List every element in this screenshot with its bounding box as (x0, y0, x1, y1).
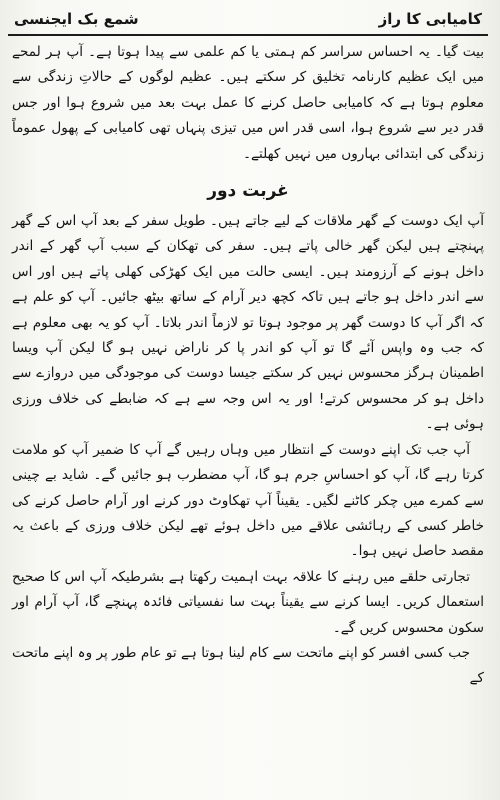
intro-paragraph: بیت گیا۔ یہ احساس سراسر کم ہمتی یا کم علمی سے پیدا ہوتا ہے۔ آپ ہر لمحے میں ایک عظیم کارنامہ تخلیق کر سکتے ہیں۔ عظیم لوگوں کے حالاتِ زندگی سے معلوم ہوتا ہے کہ کامیابی حاصل کرنے کا عمل بہت بعد میں شروع ہوا اور جس قدر دیر سے شروع ہوا، اسی قدر اس میں تیزی پنہاں تھی کامیابی کے پھول عموماً زندگی کی ابتدائی بہاروں میں نہیں کھلتے۔ (12, 44, 484, 162)
header-rule (8, 34, 488, 36)
body-paragraph-3: تجارتی حلقے میں رہنے کا علاقہ بہت اہمیت رکھتا ہے بشرطیکہ آپ اس کا صحیح استعمال کریں۔ ایسا کرنے سے یقیناً بہت سا نفسیاتی فائدہ پہنچے گا، آپ آرام اور سکون محسوس کریں گے۔ (12, 568, 484, 636)
body-paragraph-1: آپ ایک دوست کے گھر ملاقات کے لیے جاتے ہیں۔ طویل سفر کے بعد آپ اس کے گھر پہنچتے ہیں لیکن گھر خالی پاتے ہیں۔ سفر کی تھکان کے سبب آپ گھر کے اندر داخل ہونے کے آرزومند ہیں۔ ایسی حالت میں ایک کھڑکی کھلی پاتے ہیں اور اس سے اندر داخل ہو جاتے ہیں تاکہ کچھ دیر آرام کے ساتھ بیٹھ جائیں۔ آپ کو علم ہے کہ اگر آپ کا دوست گھر پر موجود ہوتا تو لازماً اندر بلاتا۔ آپ کو یہ بھی معلوم ہے کہ جب وہ واپس آئے گا تو آپ کو اندر پا کر ناراض نہیں ہو گا لیکن آپ ویسا اطمینان ہرگز محسوس نہیں کر سکتے جیسا دوست کی موجودگی میں دروازے سے داخل ہو کر محسوس کرتے! اور یہ اس وجہ سے ہے کہ ضابطے کی خلاف ورزی ہوئی ہے۔ (12, 213, 484, 433)
section-heading: غربت دور (207, 181, 289, 202)
page-header (10, 8, 482, 34)
publisher-name: شمع بک ایجنسی (14, 10, 139, 28)
page-body (12, 40, 484, 692)
body-paragraph-4: جب کسی افسر کو اپنے ماتحت سے کام لینا ہوتا ہے تو عام طور پر وہ اپنے ماتحت کے (12, 644, 484, 687)
running-title: کامیابی کا راز (378, 10, 482, 28)
body-paragraph-2: آپ جب تک اپنے دوست کے انتظار میں وہاں رہیں گے آپ کا ضمیر آپ کو ملامت کرتا رہے گا، آپ کو احساسِ جرم ہو گا، آپ مضطرب ہو جائیں گے۔ شاید بے چینی سے کمرے میں چکر کاٹنے لگیں۔ یقیناً آپ تھکاوٹ دور کرنے اور آرام حاصل کرنے کی خاطر کسی کے رہائشی علاقے میں داخل ہوئے تھے لیکن خلاف ورزی کے باعث یہ مقصد حاصل نہیں ہوا۔ (12, 441, 484, 560)
